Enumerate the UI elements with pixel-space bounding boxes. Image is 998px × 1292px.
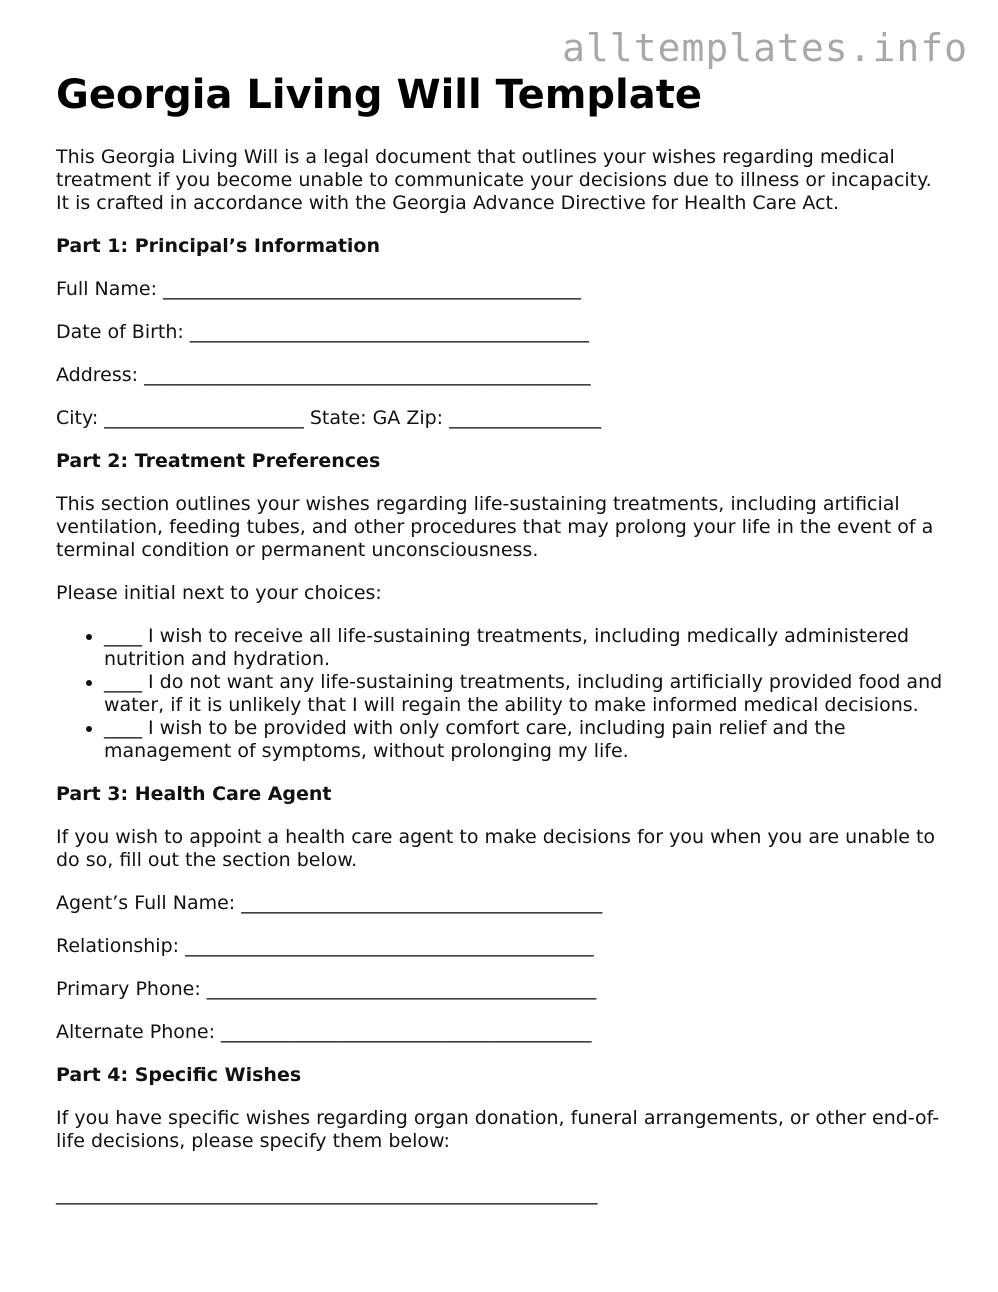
part3-heading: Part 3: Health Care Agent xyxy=(56,783,332,805)
relationship-field[interactable]: Relationship: ___________________________________________ xyxy=(56,935,594,957)
part2-description: This section outlines your wishes regarding life-sustaining treatments, including artificial ventilation, feeding tubes, and other procedures that may prolong your life in the event of a terminal condition or permanent unconsciousness. xyxy=(56,493,934,561)
part4-heading: Part 4: Specific Wishes xyxy=(56,1064,302,1086)
intro-paragraph: This Georgia Living Will is a legal document that outlines your wishes regarding medical treatment if you become unable to communicate your decisions due to illness or incapacity. It is crafted in accordance with the Georgia Advance Directive for Health Care Act. xyxy=(56,146,932,214)
part2-heading: Part 2: Treatment Preferences xyxy=(56,450,381,472)
agent-name-field[interactable]: Agent’s Full Name: ______________________________________ xyxy=(56,892,603,914)
part1-heading: Part 1: Principal’s Information xyxy=(56,235,381,257)
alternate-phone-field[interactable]: Alternate Phone: _______________________________________ xyxy=(56,1021,592,1043)
treatment-choice[interactable]: • ____ I wish to be provided with only comfort care, including pain relief and the management of symptoms, without prolonging my life. xyxy=(104,717,946,763)
watermark: alltemplates.info xyxy=(562,26,968,70)
treatment-choices-list xyxy=(56,625,946,763)
document-page xyxy=(56,70,946,1206)
specific-wishes-line[interactable]: _________________________________________________________ xyxy=(56,1183,598,1205)
treatment-choice[interactable]: • ____ I wish to receive all life-sustaining treatments, including medically administered nutrition and hydration. xyxy=(104,625,946,671)
treatment-choice[interactable]: • ____ I do not want any life-sustaining treatments, including artificially provided food and water, if it is unlikely that I will regain the ability to make informed medical decisions. xyxy=(104,671,946,717)
primary-phone-field[interactable]: Primary Phone: _________________________________________ xyxy=(56,978,597,1000)
city-state-zip-field[interactable]: City: _____________________ State: GA Zip: ________________ xyxy=(56,407,602,429)
full-name-field[interactable]: Full Name: ____________________________________________ xyxy=(56,278,582,300)
part2-instruction: Please initial next to your choices: xyxy=(56,582,382,604)
address-field[interactable]: Address: _______________________________________________ xyxy=(56,364,591,386)
part4-description: If you have specific wishes regarding organ donation, funeral arrangements, or other end-of-life decisions, please specify them below: xyxy=(56,1107,940,1152)
document-title: Georgia Living Will Template xyxy=(56,72,702,118)
date-of-birth-field[interactable]: Date of Birth: __________________________________________ xyxy=(56,321,589,343)
part3-description: If you wish to appoint a health care agent to make decisions for you when you are unable to do so, fill out the section below. xyxy=(56,826,936,871)
